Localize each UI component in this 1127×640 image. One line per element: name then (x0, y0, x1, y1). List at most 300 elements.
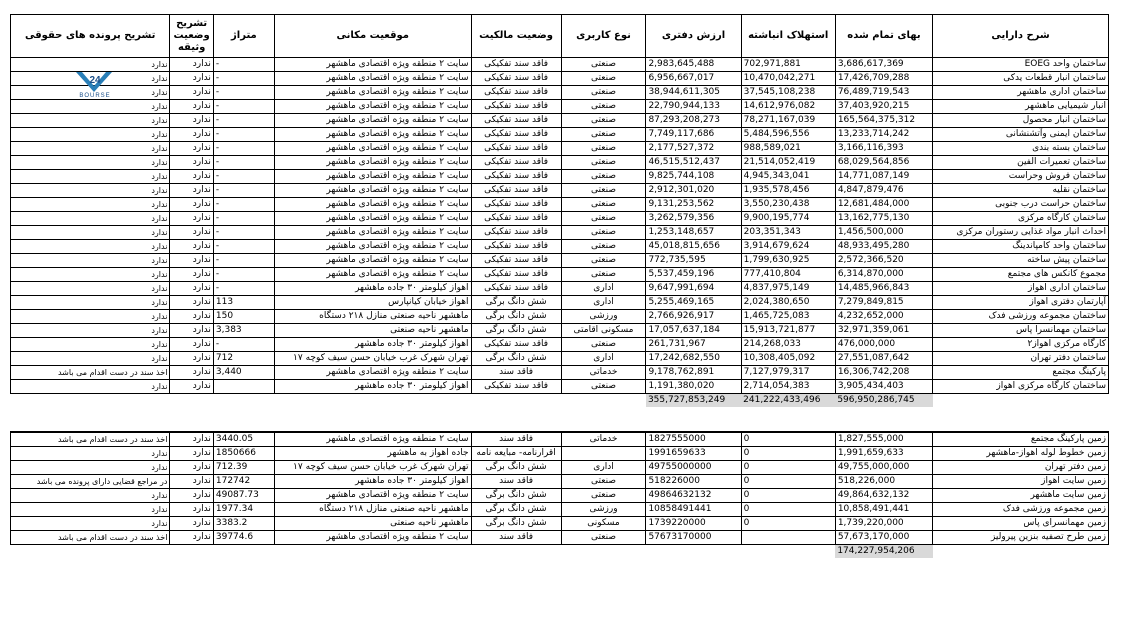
cell-ownership: شش دانگ برگی (471, 352, 561, 366)
table-row (11, 142, 1109, 156)
cell-collateral: ندارد (170, 503, 213, 517)
cell-accum-depreciation: 0 (741, 489, 835, 503)
cell-area: 712.39 (213, 461, 274, 475)
table-row (11, 170, 1109, 184)
cell-ownership: فاقد سند تفکیکی (471, 86, 561, 100)
cell-location: تهران شهرک غرب خیابان حسن سیف کوچه ۱۷ (274, 461, 471, 475)
cell-ownership: فاقد سند (471, 366, 561, 380)
cell-location: سایت ۲ منطقه ویژه اقتصادی ماهشهر (274, 170, 471, 184)
total-empty (741, 545, 835, 559)
buildings-table (10, 14, 1109, 407)
cell-location: اهواز کیلومتر ۳۰ جاده ماهشهر (274, 338, 471, 352)
cell-ownership: فاقد سند تفکیکی (471, 226, 561, 240)
cell-usage-type: صنعتی (561, 100, 646, 114)
cell-ownership: اقرارنامه- مبایعه نامه (471, 447, 561, 461)
cell-usage-type: صنعتی (561, 240, 646, 254)
cell-book-value: 1991659633 (646, 447, 741, 461)
cell-asset-desc: ساختمان مجموعه ورزشی فدک (933, 310, 1109, 324)
cell-cost: 1,456,500,000 (835, 226, 932, 240)
cell-ownership: فاقد سند تفکیکی (471, 156, 561, 170)
cell-area: 39774.6 (213, 531, 274, 545)
cell-book-value: 9,825,744,108 (646, 170, 741, 184)
cell-asset-desc: ساختمان حراست درب جنوبی (933, 198, 1109, 212)
cell-book-value: 772,735,595 (646, 254, 741, 268)
cell-usage-type: خدماتی (561, 366, 646, 380)
cell-ownership: شش دانگ برگی (471, 517, 561, 531)
cell-legal-cases: اخذ سند در دست اقدام می باشد (11, 432, 170, 447)
cell-book-value: 2,177,527,372 (646, 142, 741, 156)
cell-collateral: ندارد (170, 380, 213, 394)
cell-usage-type: صنعتی (561, 380, 646, 394)
cell-collateral: ندارد (170, 282, 213, 296)
cell-asset-desc: ساختمان مهمانسرا پاس (933, 324, 1109, 338)
cell-location: سایت ۲ منطقه ویژه اقتصادی ماهشهر (274, 86, 471, 100)
total-empty (170, 545, 213, 559)
cell-collateral: ندارد (170, 310, 213, 324)
table-row (11, 184, 1109, 198)
cell-asset-desc: پارکینگ مجتمع (933, 366, 1109, 380)
cell-legal-cases: ندارد (11, 517, 170, 531)
cell-legal-cases: ندارد (11, 380, 170, 394)
cell-legal-cases: ندارد (11, 254, 170, 268)
cell-accum-depreciation: 0 (741, 447, 835, 461)
header-cost: بهای تمام شده (835, 15, 932, 58)
total-cost: 596,950,286,745 (835, 394, 932, 408)
table-row (11, 282, 1109, 296)
cell-accum-depreciation: 14,612,976,082 (741, 100, 835, 114)
table-row (11, 254, 1109, 268)
cell-legal-cases: ندارد (11, 114, 170, 128)
cell-ownership: فاقد سند تفکیکی (471, 380, 561, 394)
cell-collateral: ندارد (170, 212, 213, 226)
cell-asset-desc: ساختمان تعمیرات الفین (933, 156, 1109, 170)
cell-usage-type: صنعتی (561, 254, 646, 268)
cell-ownership: شش دانگ برگی (471, 503, 561, 517)
cell-area: 712 (213, 352, 274, 366)
cell-book-value: 3,262,579,356 (646, 212, 741, 226)
cell-legal-cases: در مراجع قضایی دارای پرونده می باشد (11, 475, 170, 489)
cell-collateral: ندارد (170, 184, 213, 198)
cell-location: سایت ۲ منطقه ویژه اقتصادی ماهشهر (274, 489, 471, 503)
cell-location: جاده اهواز به ماهشهر (274, 447, 471, 461)
cell-book-value: 7,749,117,686 (646, 128, 741, 142)
cell-ownership: فاقد سند (471, 475, 561, 489)
cell-legal-cases: ندارد (11, 184, 170, 198)
cell-area: - (213, 240, 274, 254)
cell-ownership: شش دانگ برگی (471, 296, 561, 310)
cell-asset-desc: احداث انبار مواد غذایی رستوران مرکزی (933, 226, 1109, 240)
cell-ownership: فاقد سند تفکیکی (471, 268, 561, 282)
cell-usage-type (561, 447, 646, 461)
cell-accum-depreciation: 10,470,042,271 (741, 72, 835, 86)
cell-ownership: فاقد سند تفکیکی (471, 128, 561, 142)
cell-collateral: ندارد (170, 170, 213, 184)
cell-area: - (213, 86, 274, 100)
cell-collateral: ندارد (170, 254, 213, 268)
cell-collateral: ندارد (170, 475, 213, 489)
cell-area: 3,383 (213, 324, 274, 338)
cell-ownership: فاقد سند تفکیکی (471, 114, 561, 128)
cell-area: 113 (213, 296, 274, 310)
cell-book-value: 17,057,637,184 (646, 324, 741, 338)
cell-area: 172742 (213, 475, 274, 489)
cell-book-value: 518226000 (646, 475, 741, 489)
cell-cost: 165,564,375,312 (835, 114, 932, 128)
cell-cost: 16,306,742,208 (835, 366, 932, 380)
cell-book-value: 6,956,667,017 (646, 72, 741, 86)
cell-cost: 49,864,632,132 (835, 489, 932, 503)
cell-location: سایت ۲ منطقه ویژه اقتصادی ماهشهر (274, 432, 471, 447)
cell-location: سایت ۲ منطقه ویژه اقتصادی ماهشهر (274, 100, 471, 114)
cell-asset-desc: کارگاه مرکزی اهواز۲ (933, 338, 1109, 352)
cell-usage-type: صنعتی (561, 268, 646, 282)
cell-collateral: ندارد (170, 114, 213, 128)
cell-cost: 57,673,170,000 (835, 531, 932, 545)
cell-accum-depreciation: 203,351,343 (741, 226, 835, 240)
cell-location: سایت ۲ منطقه ویژه اقتصادی ماهشهر (274, 142, 471, 156)
cell-cost: 476,000,000 (835, 338, 932, 352)
cell-book-value: 9,178,762,891 (646, 366, 741, 380)
cell-ownership: فاقد سند تفکیکی (471, 142, 561, 156)
cell-collateral: ندارد (170, 366, 213, 380)
cell-collateral: ندارد (170, 338, 213, 352)
cell-area: - (213, 268, 274, 282)
cell-area: - (213, 184, 274, 198)
cell-collateral: ندارد (170, 531, 213, 545)
cell-legal-cases: ندارد (11, 447, 170, 461)
cell-accum-depreciation (741, 531, 835, 545)
cell-location: اهواز خیابان کیانپارس (274, 296, 471, 310)
cell-book-value: 57673170000 (646, 531, 741, 545)
totals-row (11, 394, 1109, 408)
cell-accum-depreciation: 1,465,725,083 (741, 310, 835, 324)
cell-ownership: فاقد سند تفکیکی (471, 240, 561, 254)
cell-ownership: فاقد سند تفکیکی (471, 338, 561, 352)
cell-collateral: ندارد (170, 128, 213, 142)
cell-location: ماهشهر ناحیه صنعتی (274, 517, 471, 531)
cell-collateral: ندارد (170, 100, 213, 114)
cell-ownership: فاقد سند تفکیکی (471, 72, 561, 86)
table-row (11, 447, 1109, 461)
cell-usage-type: صنعتی (561, 489, 646, 503)
total-empty (471, 545, 561, 559)
table-header-row (11, 15, 1109, 58)
cell-legal-cases: ندارد (11, 72, 170, 86)
cell-usage-type: صنعتی (561, 170, 646, 184)
cell-cost: 7,279,849,815 (835, 296, 932, 310)
cell-accum-depreciation: 10,308,405,092 (741, 352, 835, 366)
cell-cost: 17,426,709,288 (835, 72, 932, 86)
cell-cost: 32,971,359,061 (835, 324, 932, 338)
cell-accum-depreciation: 988,589,021 (741, 142, 835, 156)
cell-cost: 4,847,879,476 (835, 184, 932, 198)
cell-usage-type: صنعتی (561, 338, 646, 352)
cell-legal-cases: ندارد (11, 198, 170, 212)
total-empty (933, 545, 1109, 559)
header-location: موقعیت مکانی (274, 15, 471, 58)
cell-area: - (213, 58, 274, 72)
cell-asset-desc: ساختمان پیش ساخته (933, 254, 1109, 268)
cell-book-value: 1827555000 (646, 432, 741, 447)
cell-location: سایت ۲ منطقه ویژه اقتصادی ماهشهر (274, 268, 471, 282)
cell-accum-depreciation: 2,714,054,383 (741, 380, 835, 394)
cell-usage-type: خدماتی (561, 432, 646, 447)
cell-area: - (213, 212, 274, 226)
cell-accum-depreciation: 4,945,343,041 (741, 170, 835, 184)
cell-asset-desc: زمین مهمانسرای پاس (933, 517, 1109, 531)
cell-collateral: ندارد (170, 461, 213, 475)
total-empty (274, 545, 471, 559)
total-empty (471, 394, 561, 408)
cell-asset-desc: زمین مجموعه ورزشی فدک (933, 503, 1109, 517)
cell-legal-cases: ندارد (11, 212, 170, 226)
cell-ownership: فاقد سند (471, 531, 561, 545)
cell-accum-depreciation: 0 (741, 432, 835, 447)
table-row (11, 475, 1109, 489)
cell-book-value: 45,018,815,656 (646, 240, 741, 254)
cell-area: - (213, 128, 274, 142)
table-row (11, 212, 1109, 226)
cell-usage-type: ورزشی (561, 310, 646, 324)
cell-asset-desc: زمین پارکینگ مجتمع (933, 432, 1109, 447)
cell-cost: 12,681,484,000 (835, 198, 932, 212)
cell-cost: 13,233,714,242 (835, 128, 932, 142)
cell-cost: 1,739,220,000 (835, 517, 932, 531)
cell-accum-depreciation: 1,799,630,925 (741, 254, 835, 268)
cell-usage-type: مسکونی (561, 517, 646, 531)
cell-ownership: شش دانگ برگی (471, 310, 561, 324)
cell-usage-type: صنعتی (561, 212, 646, 226)
cell-collateral: ندارد (170, 72, 213, 86)
cell-legal-cases: اخذ سند در دست اقدام می باشد (11, 366, 170, 380)
cell-area: - (213, 170, 274, 184)
cell-cost: 27,551,087,642 (835, 352, 932, 366)
cell-area: - (213, 114, 274, 128)
total-empty (933, 394, 1109, 408)
svg-text:24: 24 (89, 75, 101, 86)
cell-book-value: 10858491441 (646, 503, 741, 517)
cell-location: سایت ۲ منطقه ویژه اقتصادی ماهشهر (274, 226, 471, 240)
cell-asset-desc: ساختمان فروش وحراست (933, 170, 1109, 184)
cell-location: سایت ۲ منطقه ویژه اقتصادی ماهشهر (274, 212, 471, 226)
table-row (11, 352, 1109, 366)
table-row (11, 338, 1109, 352)
header-accum-depreciation: استهلاک انباشته (741, 15, 835, 58)
cell-accum-depreciation: 777,410,804 (741, 268, 835, 282)
cell-asset-desc: آپارتمان دفتری اهواز (933, 296, 1109, 310)
cell-asset-desc: زمین خطوط لوله اهواز-ماهشهر (933, 447, 1109, 461)
table-row (11, 296, 1109, 310)
cell-cost: 37,403,920,215 (835, 100, 932, 114)
cell-cost: 13,162,775,130 (835, 212, 932, 226)
cell-book-value: 261,731,967 (646, 338, 741, 352)
table-row (11, 72, 1109, 86)
cell-legal-cases: ندارد (11, 156, 170, 170)
cell-cost: 1,827,555,000 (835, 432, 932, 447)
cell-usage-type: ورزشی (561, 503, 646, 517)
cell-book-value: 5,255,469,165 (646, 296, 741, 310)
table-row (11, 461, 1109, 475)
table-row (11, 114, 1109, 128)
cell-ownership: فاقد سند (471, 432, 561, 447)
cell-usage-type: اداری (561, 461, 646, 475)
table-row (11, 128, 1109, 142)
cell-location: اهواز کیلومتر ۳۰ جاده ماهشهر (274, 475, 471, 489)
cell-accum-depreciation: 15,913,721,877 (741, 324, 835, 338)
cell-legal-cases: ندارد (11, 268, 170, 282)
cell-location: اهواز کیلومتر ۳۰ جاده ماهشهر (274, 282, 471, 296)
cell-asset-desc: زمین دفتر تهران (933, 461, 1109, 475)
cell-location: اهواز کیلومتر ۳۰ جاده ماهشهر (274, 380, 471, 394)
cell-legal-cases: ندارد (11, 338, 170, 352)
total-empty (11, 394, 170, 408)
cell-collateral: ندارد (170, 352, 213, 366)
cell-cost: 68,029,564,856 (835, 156, 932, 170)
totals-row (11, 545, 1109, 559)
header-legal-cases: تشریح پرونده های حقوقی (11, 15, 170, 58)
cell-area: - (213, 254, 274, 268)
cell-ownership: شش دانگ برگی (471, 461, 561, 475)
cell-location: سایت ۲ منطقه ویژه اقتصادی ماهشهر (274, 184, 471, 198)
cell-cost: 3,686,617,369 (835, 58, 932, 72)
table-row (11, 226, 1109, 240)
header-usage-type: نوع کاربری (561, 15, 646, 58)
cell-collateral: ندارد (170, 156, 213, 170)
cell-ownership: فاقد سند تفکیکی (471, 282, 561, 296)
total-empty (11, 545, 170, 559)
cell-asset-desc: ساختمان واحد EOEG (933, 58, 1109, 72)
cell-accum-depreciation: 1,935,578,456 (741, 184, 835, 198)
cell-collateral: ندارد (170, 432, 213, 447)
cell-cost: 14,485,966,843 (835, 282, 932, 296)
cell-legal-cases: ندارد (11, 503, 170, 517)
cell-book-value: 22,790,944,133 (646, 100, 741, 114)
cell-asset-desc: ساختمان انبار قطعات یدکی (933, 72, 1109, 86)
cell-location: سایت ۲ منطقه ویژه اقتصادی ماهشهر (274, 531, 471, 545)
cell-cost: 48,933,495,280 (835, 240, 932, 254)
table-row (11, 531, 1109, 545)
cell-location: ماهشهر ناحیه صنعتی منازل ۲۱۸ دستگاه (274, 503, 471, 517)
cell-collateral: ندارد (170, 517, 213, 531)
header-collateral: تشریح وضعیت وثیقه (170, 15, 213, 58)
cell-accum-depreciation: 78,271,167,039 (741, 114, 835, 128)
cell-cost: 1,991,659,633 (835, 447, 932, 461)
cell-usage-type: صنعتی (561, 226, 646, 240)
table-row (11, 240, 1109, 254)
cell-usage-type: صنعتی (561, 531, 646, 545)
cell-legal-cases: ندارد (11, 142, 170, 156)
table-row (11, 432, 1109, 447)
cell-cost: 76,489,719,543 (835, 86, 932, 100)
total-cost: 174,227,954,206 (835, 545, 932, 559)
cell-legal-cases: ندارد (11, 324, 170, 338)
cell-location: سایت ۲ منطقه ویژه اقتصادی ماهشهر (274, 128, 471, 142)
cell-ownership: فاقد سند تفکیکی (471, 170, 561, 184)
cell-area: 150 (213, 310, 274, 324)
cell-asset-desc: ساختمان نقلیه (933, 184, 1109, 198)
cell-accum-depreciation: 21,514,052,419 (741, 156, 835, 170)
cell-asset-desc: ساختمان انبار محصول (933, 114, 1109, 128)
cell-asset-desc: انبار شیمیایی ماهشهر (933, 100, 1109, 114)
cell-legal-cases: ندارد (11, 128, 170, 142)
cell-location: سایت ۲ منطقه ویژه اقتصادی ماهشهر (274, 254, 471, 268)
land-table (10, 431, 1109, 558)
cell-book-value: 17,242,682,550 (646, 352, 741, 366)
cell-collateral: ندارد (170, 296, 213, 310)
cell-accum-depreciation: 2,024,380,650 (741, 296, 835, 310)
cell-collateral: ندارد (170, 240, 213, 254)
cell-accum-depreciation: 5,484,596,556 (741, 128, 835, 142)
cell-book-value: 9,131,253,562 (646, 198, 741, 212)
table-row (11, 198, 1109, 212)
cell-asset-desc: مجموع کانکس های مجتمع (933, 268, 1109, 282)
cell-asset-desc: ساختمان کارگاه مرکزی (933, 212, 1109, 226)
cell-location: سایت ۲ منطقه ویژه اقتصادی ماهشهر (274, 114, 471, 128)
cell-accum-depreciation: 7,127,979,317 (741, 366, 835, 380)
total-empty (561, 545, 646, 559)
cell-usage-type: صنعتی (561, 156, 646, 170)
cell-book-value: 87,293,208,273 (646, 114, 741, 128)
cell-asset-desc: زمین سایت اهواز (933, 475, 1109, 489)
cell-book-value: 1,191,380,020 (646, 380, 741, 394)
table-row (11, 517, 1109, 531)
cell-ownership: فاقد سند تفکیکی (471, 100, 561, 114)
cell-book-value: 46,515,512,437 (646, 156, 741, 170)
cell-collateral: ندارد (170, 268, 213, 282)
cell-usage-type: اداری (561, 352, 646, 366)
cell-area: 3,440 (213, 366, 274, 380)
cell-cost: 4,232,652,000 (835, 310, 932, 324)
cell-accum-depreciation: 4,837,975,149 (741, 282, 835, 296)
cell-book-value: 9,647,991,694 (646, 282, 741, 296)
cell-asset-desc: ساختمان واحد کامپاندینگ (933, 240, 1109, 254)
total-empty (213, 394, 274, 408)
table-row (11, 503, 1109, 517)
cell-collateral: ندارد (170, 198, 213, 212)
cell-usage-type: صنعتی (561, 198, 646, 212)
cell-cost: 2,572,366,520 (835, 254, 932, 268)
cell-ownership: شش دانگ برگی (471, 324, 561, 338)
total-empty (274, 394, 471, 408)
cell-legal-cases: ندارد (11, 282, 170, 296)
cell-book-value: 2,912,301,020 (646, 184, 741, 198)
cell-book-value: 49864632132 (646, 489, 741, 503)
cell-location: سایت ۲ منطقه ویژه اقتصادی ماهشهر (274, 366, 471, 380)
cell-legal-cases: اخذ سند در دست اقدام می باشد (11, 531, 170, 545)
cell-usage-type: صنعتی (561, 114, 646, 128)
cell-location: سایت ۲ منطقه ویژه اقتصادی ماهشهر (274, 198, 471, 212)
total-empty (170, 394, 213, 408)
cell-location: ماهشهر ناحیه صنعتی منازل ۲۱۸ دستگاه (274, 310, 471, 324)
cell-area: - (213, 100, 274, 114)
table-row (11, 380, 1109, 394)
cell-location: تهران شهرک غرب خیابان حسن سیف کوچه ۱۷ (274, 352, 471, 366)
table-row (11, 156, 1109, 170)
total-book-value: 355,727,853,249 (646, 394, 741, 408)
cell-area: - (213, 226, 274, 240)
cell-collateral: ندارد (170, 324, 213, 338)
cell-legal-cases: ندارد (11, 170, 170, 184)
cell-area: 49087.73 (213, 489, 274, 503)
cell-cost: 6,314,870,000 (835, 268, 932, 282)
cell-ownership: فاقد سند تفکیکی (471, 254, 561, 268)
table-row (11, 324, 1109, 338)
cell-legal-cases: ندارد (11, 352, 170, 366)
cell-asset-desc: ساختمان اداری ماهشهر (933, 86, 1109, 100)
cell-usage-type: صنعتی (561, 72, 646, 86)
table-row (11, 86, 1109, 100)
cell-legal-cases: ندارد (11, 461, 170, 475)
